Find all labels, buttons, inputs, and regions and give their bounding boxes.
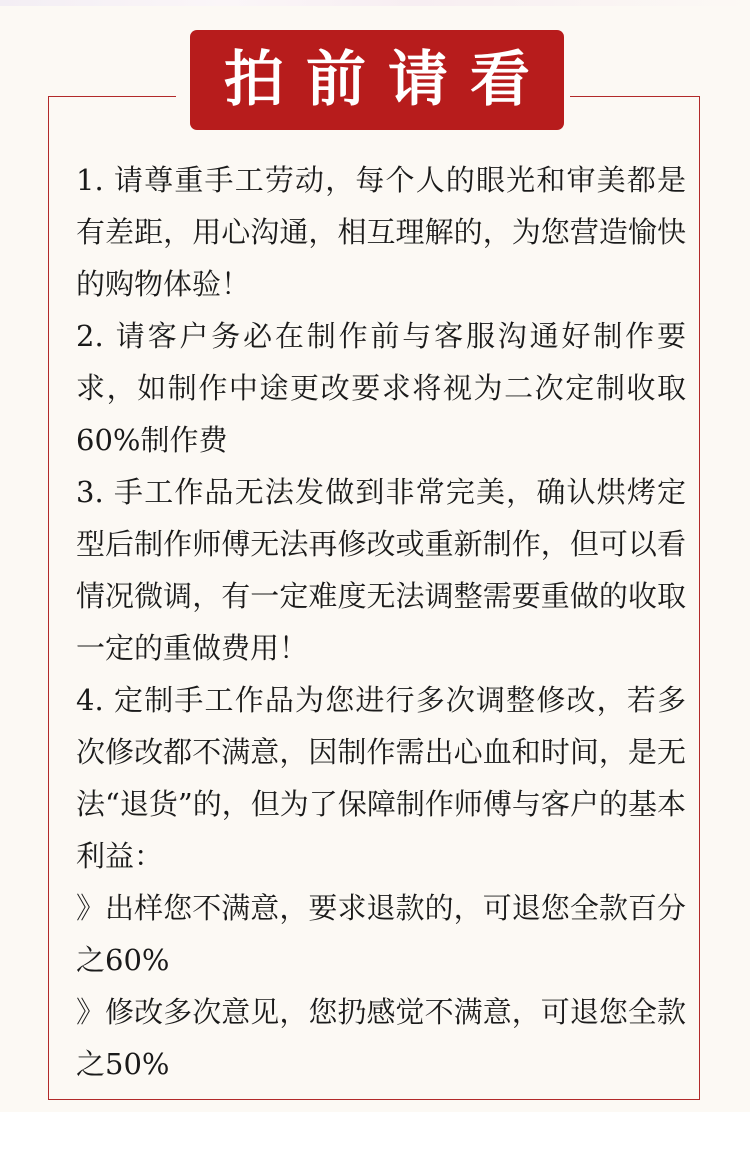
notice-item-1: 1. 请尊重手工劳动，每个人的眼光和审美都是有差距，用心沟通，相互理解的，为您营造愉快的购物体验！ [76, 163, 686, 301]
page-title: 拍前请看 [224, 45, 552, 115]
refund-rule-2: 》修改多次意见，您扔感觉不满意，可退您全款之50% [76, 995, 686, 1081]
decorative-top-strip [0, 0, 750, 6]
title-banner [190, 30, 564, 130]
notice-content [76, 154, 686, 1090]
notice-item-4: 4. 定制手工作品为您进行多次调整修改，若多次修改都不满意，因制作需出心血和时间，是无法“退货”的，但为了保障制作师傅与客户的基本利益： [76, 683, 686, 873]
notice-item-2: 2. 请客户务必在制作前与客服沟通好制作要求，如制作中途更改要求将视为二次定制收取60%制作费 [76, 319, 686, 457]
refund-rule-1: 》出样您不满意，要求退款的，可退您全款百分之60% [76, 891, 686, 977]
notice-item-3: 3. 手工作品无法发做到非常完美，确认烘烤定型后制作师傅无法再修改或重新制作，但可以看情况微调，有一定难度无法调整需要重做的收取一定的重做费用！ [76, 475, 686, 665]
